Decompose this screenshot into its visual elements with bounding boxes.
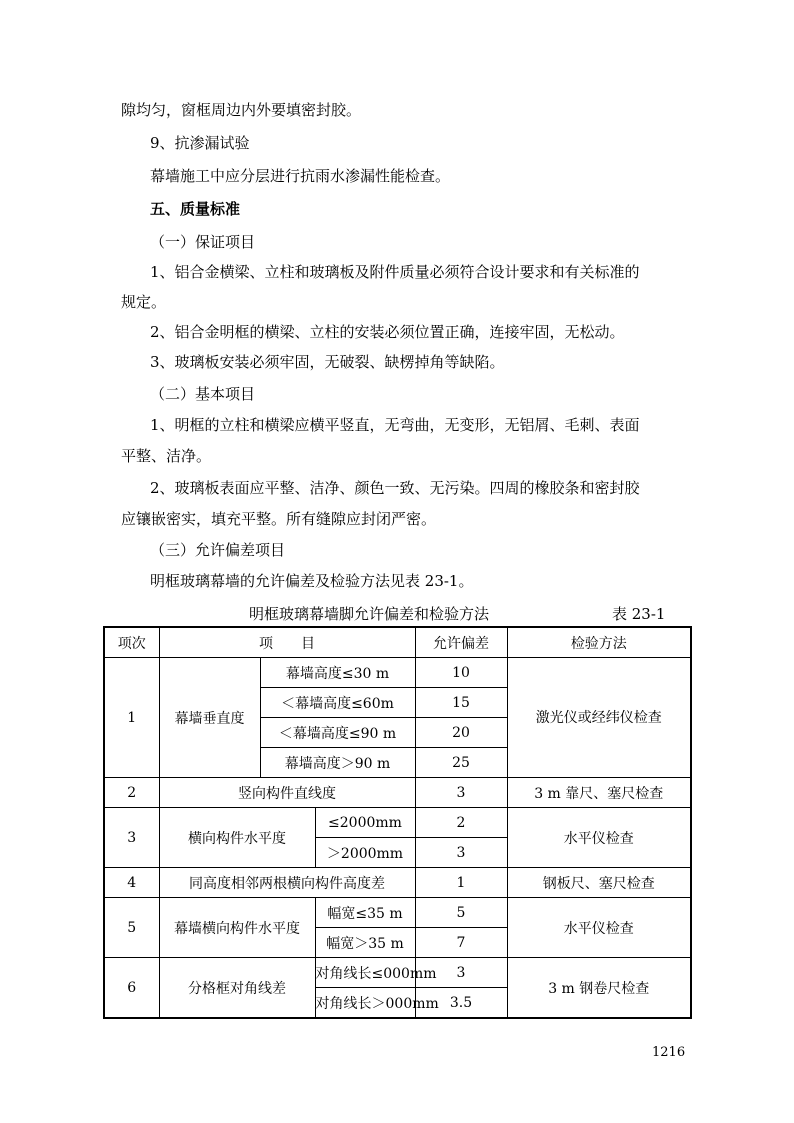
header-method: 检验方法 — [507, 627, 691, 658]
paragraph: 1、明框的立柱和横梁应横平竖直，无弯曲，无变形，无铝屑、毛刺、表面 — [150, 416, 640, 434]
row-sub-item: 幅宽＞35 m — [315, 928, 415, 958]
page-number: 1216 — [652, 1045, 686, 1060]
row-sub-item: 对角线长≤000mm — [315, 958, 415, 988]
table-caption: 明框玻璃幕墙脚允许偏差和检验方法 — [249, 605, 490, 623]
row-item: 同高度相邻两根横向构件高度差 — [159, 868, 415, 898]
row-sub-item: 幕墙高度≤30 m — [260, 658, 415, 688]
row-method: 钢板尺、塞尺检查 — [507, 868, 691, 898]
table-row — [104, 658, 691, 688]
row-sub-item: ＜幕墙高度≤60m — [260, 688, 415, 718]
row-tolerance: 3 — [415, 958, 507, 988]
paragraph: 2、玻璃板表面应平整、洁净、颜色一致、无污染。四周的橡胶条和密封胶 — [150, 479, 640, 497]
row-sub-item: 幕墙高度＞90 m — [260, 748, 415, 778]
table-row — [104, 898, 691, 928]
row-sub-item: 对角线长＞000mm — [315, 988, 415, 1019]
paragraph: 规定。 — [121, 293, 167, 311]
row-sub-item: ＞2000mm — [315, 838, 415, 868]
row-no: 3 — [104, 808, 159, 868]
row-tolerance: 10 — [415, 658, 507, 688]
row-tolerance: 25 — [415, 748, 507, 778]
row-no: 2 — [104, 778, 159, 808]
tolerance-table — [103, 626, 692, 1019]
row-tolerance: 7 — [415, 928, 507, 958]
row-item: 分格框对角线差 — [159, 958, 315, 1019]
header-item: 项 目 — [159, 627, 415, 658]
row-tolerance: 3.5 — [415, 988, 507, 1019]
table-number: 表 23-1 — [612, 605, 666, 623]
row-item: 横向构件水平度 — [159, 808, 315, 868]
row-item: 幕墙横向构件水平度 — [159, 898, 315, 958]
row-sub-item: 幅宽≤35 m — [315, 898, 415, 928]
row-method: 激光仪或经纬仪检查 — [507, 658, 691, 778]
section-heading: 五、质量标准 — [150, 200, 241, 218]
paragraph: 隙均匀，窗框周边内外要填密封胶。 — [121, 101, 362, 119]
header-tolerance: 允许偏差 — [415, 627, 507, 658]
header-no: 项次 — [104, 627, 159, 658]
row-sub-item: ＜幕墙高度≤90 m — [260, 718, 415, 748]
table-row — [104, 778, 691, 808]
row-no: 1 — [104, 658, 159, 778]
row-method: 水平仪检查 — [507, 808, 691, 868]
subsection-heading: （三）允许偏差项目 — [150, 541, 286, 559]
row-method: 3 m 钢卷尺检查 — [507, 958, 691, 1019]
paragraph: 平整、洁净。 — [121, 447, 212, 465]
row-no: 6 — [104, 958, 159, 1019]
paragraph: 1、铝合金横梁、立柱和玻璃板及附件质量必须符合设计要求和有关标准的 — [150, 263, 640, 281]
row-no: 4 — [104, 868, 159, 898]
row-tolerance: 1 — [415, 868, 507, 898]
paragraph: 3、玻璃板安装必须牢固，无破裂、缺楞掉角等缺陷。 — [150, 353, 505, 371]
paragraph: 应镶嵌密实，填充平整。所有缝隙应封闭严密。 — [121, 510, 437, 528]
row-method: 水平仪检查 — [507, 898, 691, 958]
subsection-heading: （二）基本项目 — [150, 385, 256, 403]
row-sub-item: ≤2000mm — [315, 808, 415, 838]
row-item: 竖向构件直线度 — [159, 778, 415, 808]
row-no: 5 — [104, 898, 159, 958]
table-header-row — [104, 627, 691, 658]
row-tolerance: 2 — [415, 808, 507, 838]
subsection-heading: （一）保证项目 — [150, 233, 256, 251]
row-tolerance: 20 — [415, 718, 507, 748]
subsection-heading: 9、抗渗漏试验 — [150, 134, 250, 152]
row-tolerance: 3 — [415, 778, 507, 808]
row-tolerance: 3 — [415, 838, 507, 868]
paragraph: 2、铝合金明框的横梁、立柱的安装必须位置正确，连接牢固，无松动。 — [150, 323, 625, 341]
row-tolerance: 5 — [415, 898, 507, 928]
row-method: 3 m 靠尺、塞尺检查 — [507, 778, 691, 808]
paragraph: 幕墙施工中应分层进行抗雨水渗漏性能检查。 — [150, 167, 451, 185]
row-tolerance: 15 — [415, 688, 507, 718]
table-row — [104, 868, 691, 898]
paragraph: 明框玻璃幕墙的允许偏差及检验方法见表 23-1。 — [150, 572, 474, 590]
table-row — [104, 958, 691, 988]
table-row — [104, 808, 691, 838]
row-item: 幕墙垂直度 — [159, 658, 260, 778]
